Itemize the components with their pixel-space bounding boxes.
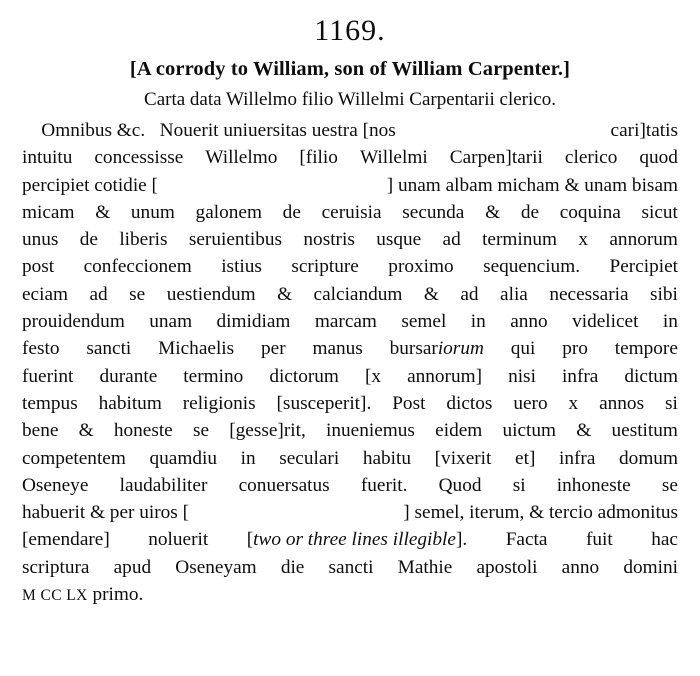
body-line-segment: Quod: [438, 474, 482, 496]
body-line-segment: durante: [99, 365, 158, 387]
body-line-segment: se: [661, 474, 678, 496]
body-line-segment: dictum: [624, 365, 678, 387]
body-line-segment: se: [192, 420, 210, 442]
document-page: [0, 14, 700, 676]
body-line-segment: uestitum: [611, 420, 678, 442]
body-line-segment: Facta: [505, 529, 548, 551]
body-line-segment: post: [22, 256, 55, 278]
body-line-segment: sicut: [641, 201, 678, 223]
body-line-segment: [emendare]: [22, 529, 110, 551]
body-line-segment: &: [78, 420, 94, 442]
body-line-segment: habitum: [98, 392, 162, 414]
body-line-segment: usque: [376, 229, 422, 251]
body-line-segment: apud: [113, 556, 152, 578]
body-line-segment: seculari: [279, 447, 340, 469]
body-line-segment: sibi: [650, 283, 678, 305]
body-line-segment: x: [578, 229, 589, 251]
body-line-segment: videlicet: [572, 311, 639, 333]
body-line-segment: Oseneye: [22, 474, 89, 496]
body-line: [22, 445, 678, 472]
body-line-segment: se: [129, 283, 146, 305]
body-line-segment: de: [79, 229, 98, 251]
body-line-segment: [two or three lines illegible].: [246, 529, 468, 551]
body-line-segment: proximo: [388, 256, 454, 278]
body-line-segment: M CC LX primo.: [22, 584, 144, 606]
body-line-segment: uestiendum: [166, 283, 256, 305]
body-line: [22, 172, 678, 199]
body-line-segment: terminum: [482, 229, 558, 251]
body-line-segment: unum: [130, 201, 175, 223]
body-line-segment: quamdiu: [149, 447, 217, 469]
body-line-segment: dictos: [446, 392, 493, 414]
body-line-segment: conuersatus: [238, 474, 330, 496]
body-line-segment: in: [470, 311, 486, 333]
body-line-segment: uictum: [502, 420, 557, 442]
body-line-segment: qui: [510, 338, 536, 360]
document-subheading: Carta data Willelmo filio Willelmi Carpentarii clerico.: [144, 89, 556, 110]
body-line-segment: ] semel, iterum, & tercio admonitus: [403, 502, 678, 524]
body-line-segment: uero: [513, 392, 548, 414]
entry-number: 1169.: [314, 14, 386, 47]
body-line-segment: domini: [623, 556, 678, 578]
body-line-segment: prouidendum: [22, 311, 125, 333]
body-line-segment: bene: [22, 420, 59, 442]
body-line: [22, 226, 678, 253]
body-line-segment: Oseneyam: [175, 556, 257, 578]
body-line-segment: scriptura: [22, 556, 90, 578]
body-line-segment: &: [576, 420, 592, 442]
body-line-segment: ceruisia: [321, 201, 382, 223]
body-line-segment: Carpen]tarii: [449, 147, 543, 169]
body-line-segment: confeccionem: [83, 256, 192, 278]
body-line-segment: competentem: [22, 447, 126, 469]
body-line-segment: dimidiam: [216, 311, 291, 333]
body-line-segment: galonem: [195, 201, 262, 223]
body-line-segment: inhoneste: [556, 474, 631, 496]
body-line-segment: in: [240, 447, 256, 469]
body-line-segment: nostris: [303, 229, 355, 251]
body-line-segment: Mathie: [397, 556, 453, 578]
body-line: [22, 253, 678, 280]
body-line-segment: micam: [22, 201, 75, 223]
body-line-segment: [x: [364, 365, 382, 387]
body-line-segment: &: [277, 283, 293, 305]
body-line-segment: ] unam albam micham & unam bisam: [386, 174, 678, 196]
body-line-segment: annorum]: [407, 365, 483, 387]
body-line-segment: necessaria: [549, 283, 629, 305]
body-line-segment: bursariorum: [389, 338, 484, 360]
body-line-segment: x: [568, 392, 579, 414]
body-line-segment: anno: [561, 556, 600, 578]
body-line-segment: tempore: [614, 338, 678, 360]
body-line-segment: laudabiliter: [119, 474, 208, 496]
body-line-segment: coquina: [559, 201, 621, 223]
document-body: [18, 117, 682, 608]
body-line: [22, 526, 678, 553]
body-line-segment: manus: [312, 338, 363, 360]
body-line-segment: intuitu: [22, 147, 73, 169]
body-line-segment: annos: [599, 392, 645, 414]
body-line-segment: per: [261, 338, 286, 360]
body-line-segment: liberis: [119, 229, 168, 251]
body-line-segment: Michaelis: [158, 338, 235, 360]
body-line-segment: apostoli: [476, 556, 538, 578]
body-line-segment: hac: [651, 529, 678, 551]
body-line-segment: habuerit & per uiros [: [22, 502, 190, 524]
body-line: [22, 499, 678, 526]
body-line-segment: ad: [89, 283, 108, 305]
body-line-segment: &: [95, 201, 111, 223]
body-line-segment: fuit: [585, 529, 613, 551]
body-line: [22, 199, 678, 226]
body-line: [22, 363, 678, 390]
body-line-segment: &: [423, 283, 439, 305]
body-line-segment: Post: [392, 392, 426, 414]
body-line-segment: semel: [401, 311, 447, 333]
body-line-segment: [gesse]rit,: [229, 420, 306, 442]
body-line-segment: Willelmo: [205, 147, 278, 169]
body-line-segment: Percipiet: [609, 256, 678, 278]
body-line: [22, 117, 678, 144]
body-line-segment: Omnibus &c. Nouerit uniuersitas uestra [nos: [22, 120, 396, 141]
body-line-segment: inueniemus: [326, 420, 415, 442]
body-line: [22, 417, 678, 444]
body-line-segment: ad: [460, 283, 479, 305]
body-line: [22, 472, 678, 499]
body-line-segment: si: [512, 474, 526, 496]
body-line-segment: Willelmi: [359, 147, 428, 169]
body-line-segment: habitu: [362, 447, 412, 469]
body-line-segment: infra: [559, 447, 596, 469]
body-line-segment: religionis: [182, 392, 256, 414]
body-line: [22, 554, 678, 581]
body-line-segment: de: [282, 201, 301, 223]
body-line-segment: noluerit: [148, 529, 209, 551]
body-line-segment: secunda: [402, 201, 465, 223]
body-line-segment: concessisse: [94, 147, 184, 169]
body-line: [22, 281, 678, 308]
body-line-segment: et]: [515, 447, 536, 469]
body-line-segment: de: [520, 201, 540, 223]
body-line-segment: in: [662, 311, 678, 333]
body-line-segment: scripture: [291, 256, 359, 278]
body-line-segment: fuerit.: [360, 474, 408, 496]
body-line: [22, 335, 678, 362]
body-line-segment: infra: [561, 365, 599, 387]
body-line-segment: annorum: [609, 229, 678, 251]
body-line-segment: sancti: [328, 556, 374, 578]
body-line-segment: cari]tatis: [610, 120, 678, 141]
body-line-segment: istius: [221, 256, 262, 278]
body-line: [22, 308, 678, 335]
body-line-segment: clerico: [564, 147, 618, 169]
body-line-segment: termino: [183, 365, 244, 387]
body-line-segment: eidem: [435, 420, 483, 442]
body-line-segment: sancti: [86, 338, 132, 360]
body-line-segment: si: [665, 392, 678, 414]
body-line-segment: dictorum: [269, 365, 339, 387]
body-line: [22, 144, 678, 171]
body-line-segment: alia: [500, 283, 528, 305]
body-line: [22, 581, 678, 608]
body-line-segment: [filio: [299, 147, 338, 169]
body-line-segment: &: [485, 201, 501, 223]
body-line-segment: die: [280, 556, 305, 578]
document-heading: [A corrody to William, son of William Carpenter.]: [129, 58, 571, 80]
body-line-segment: tempus: [22, 392, 78, 414]
body-line-segment: festo: [22, 338, 60, 360]
body-line-segment: domum: [619, 447, 678, 469]
body-line-segment: fuerint: [22, 365, 74, 387]
body-line-segment: [susceperit].: [276, 392, 372, 414]
body-line-segment: ad: [442, 229, 461, 251]
body-line-segment: seruientibus: [188, 229, 283, 251]
body-line-segment: anno: [510, 311, 548, 333]
body-line-segment: marcam: [314, 311, 377, 333]
body-line-segment: [vixerit: [434, 447, 492, 469]
body-line-segment: calciandum: [313, 283, 403, 305]
body-line-segment: pro: [562, 338, 588, 360]
body-line-segment: quod: [639, 147, 678, 169]
body-line-segment: honeste: [113, 420, 173, 442]
body-line-segment: unam: [149, 311, 193, 333]
body-line-segment: unus: [22, 229, 59, 251]
body-line-segment: percipiet cotidie [: [22, 174, 158, 196]
body-line-segment: sequencium.: [483, 256, 581, 278]
body-line-segment: nisi: [508, 365, 536, 387]
body-line: [22, 390, 678, 417]
body-line-segment: eciam: [22, 283, 69, 305]
